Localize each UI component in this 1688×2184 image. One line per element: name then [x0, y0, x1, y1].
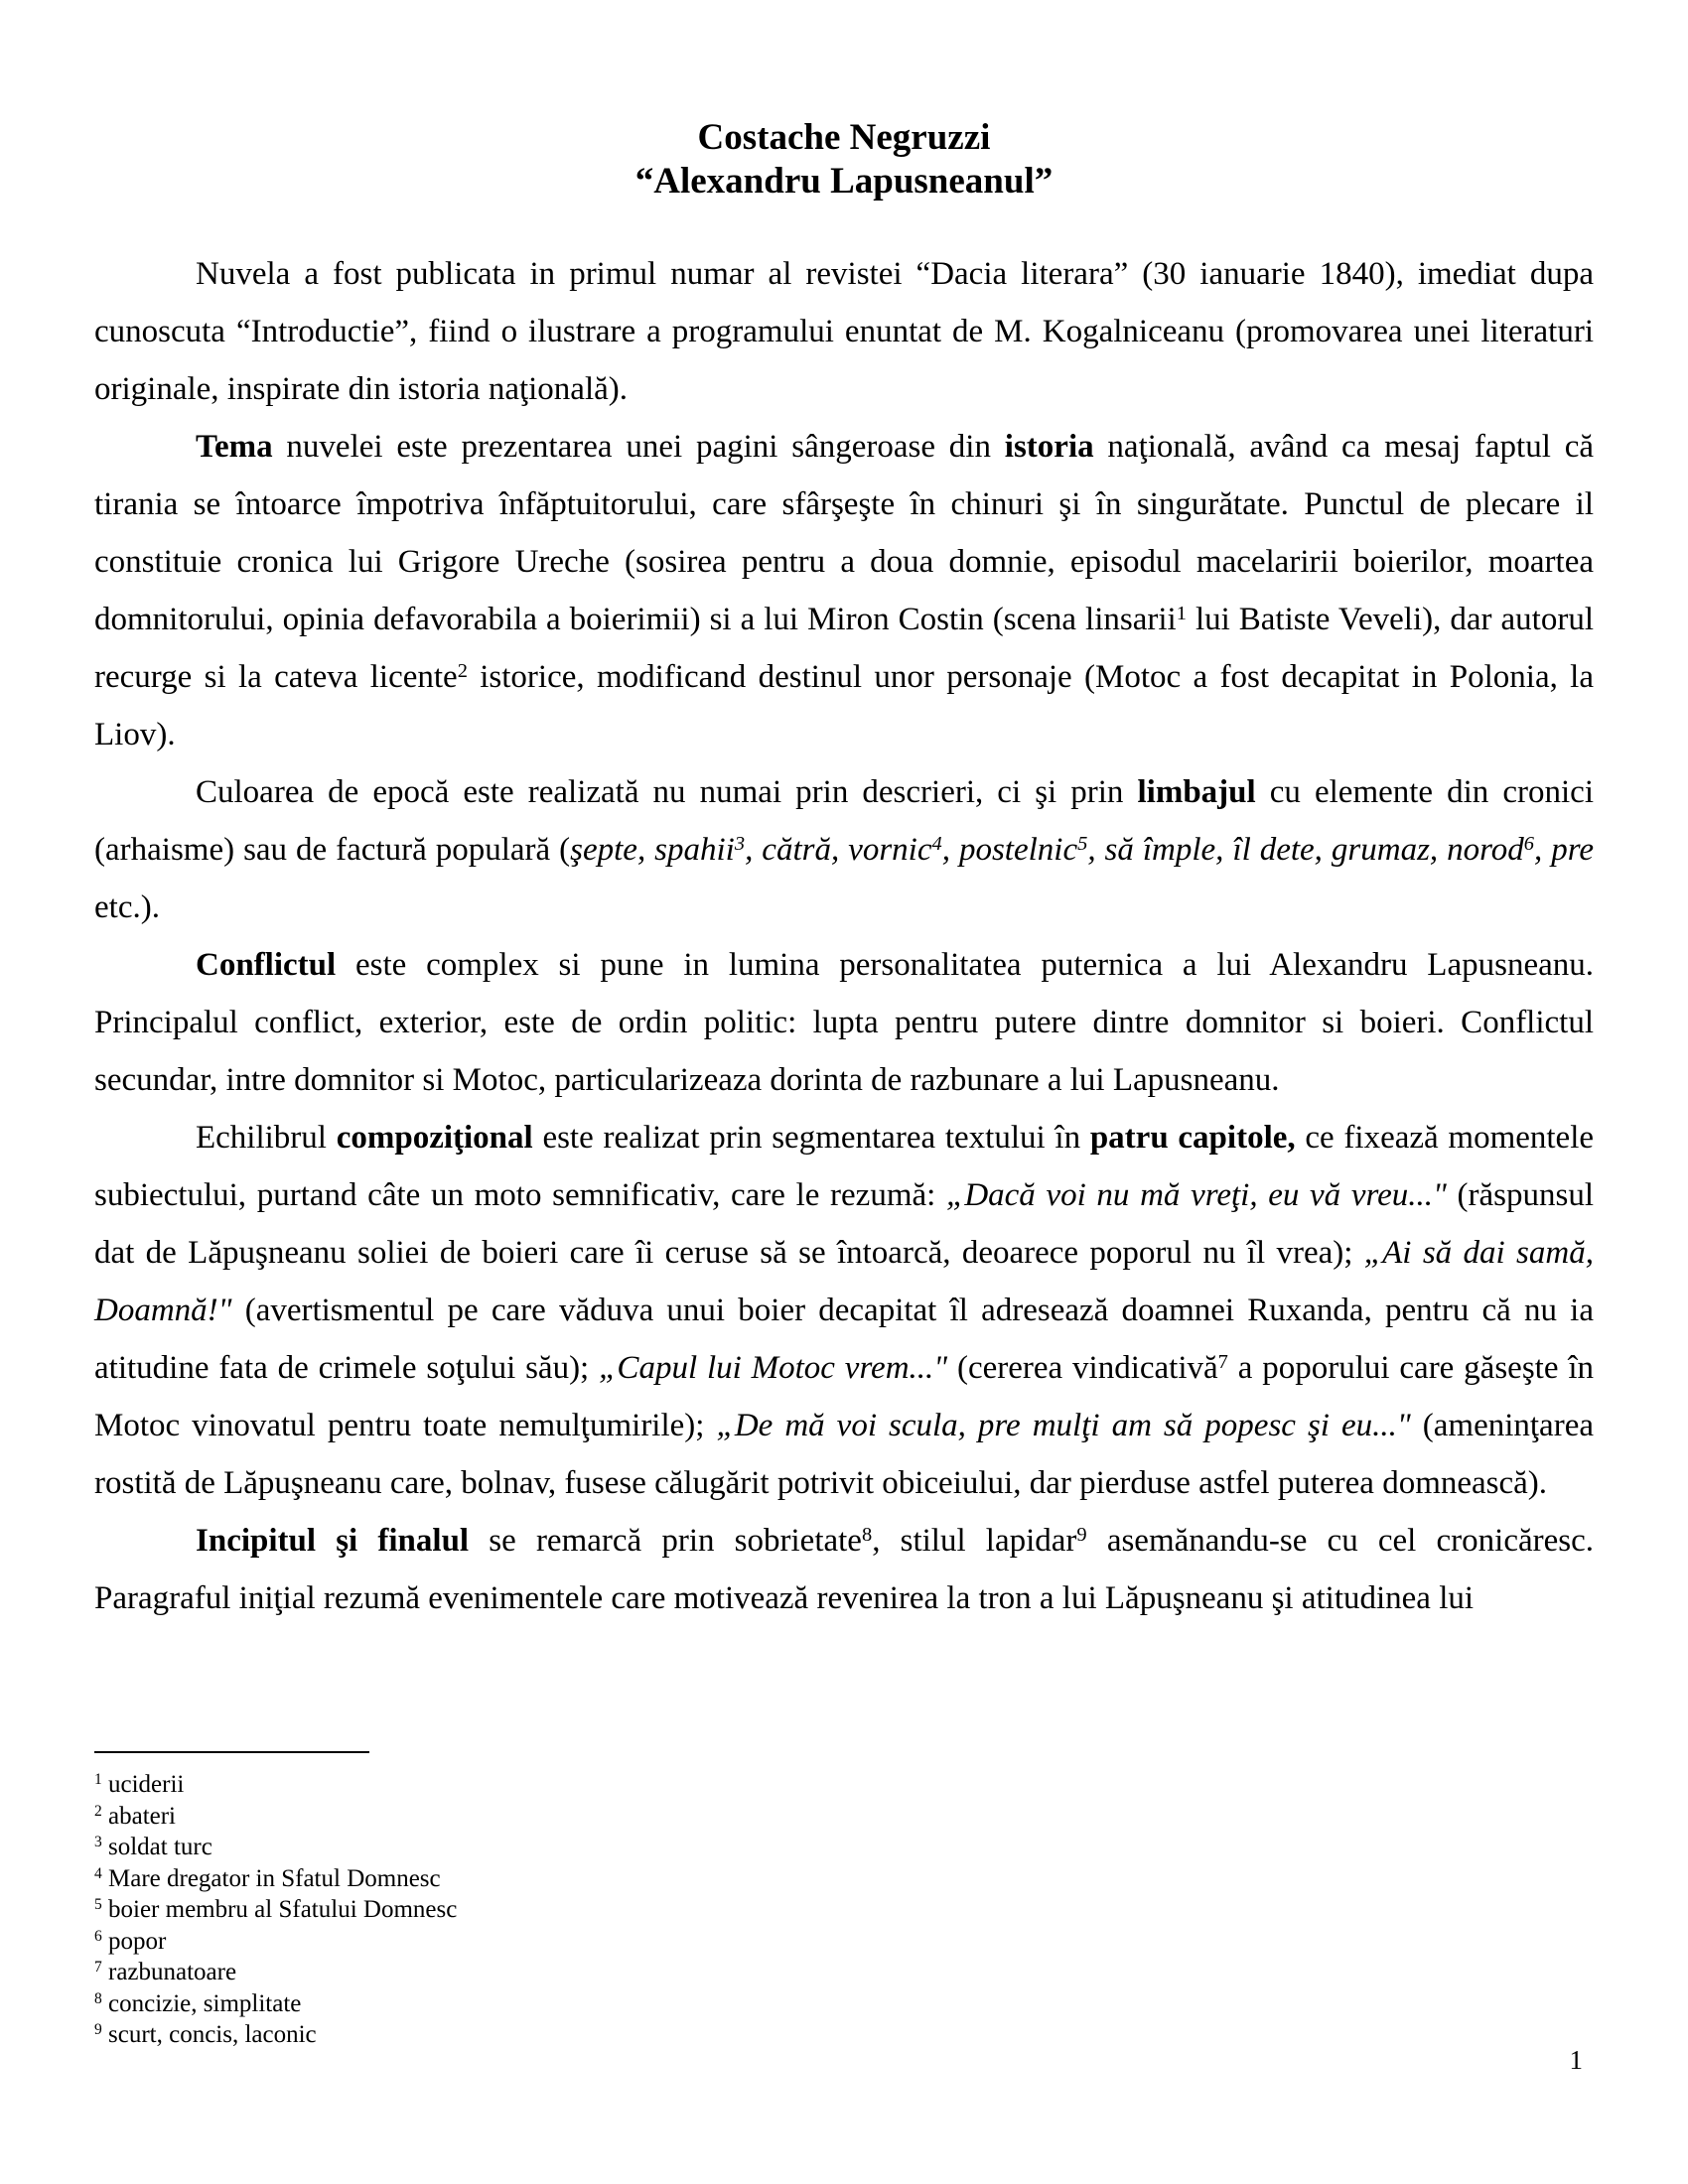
document-title — [0, 116, 1688, 204]
footnote-marker: 1 — [94, 1771, 102, 1789]
text-run: a poporului care găseşte în Motoc vinovatul pentru toate nemulţumirile); — [94, 1350, 1594, 1443]
footnote-marker: 8 — [94, 1989, 102, 2007]
footnote-ref: 9 — [1076, 1523, 1087, 1546]
footnote — [94, 1769, 1594, 1801]
footnote-ref: 5 — [1077, 832, 1088, 855]
title-author: Costache Negruzzi — [697, 117, 991, 158]
footnote-text: concizie, simplitate — [101, 1989, 302, 2017]
text-run: cu elemente din cronici (arhaisme) sau de factură populară ( — [94, 774, 1594, 868]
text-run: asemănandu-se cu cel cronicăresc. Paragraful iniţial rezumă evenimentele care motivează revenirea la tron a lui Lăpuşneanu şi atitudinea lui — [94, 1523, 1594, 1616]
document-body — [94, 245, 1594, 1627]
paragraph — [94, 1109, 1594, 1512]
footnote-text: soldat turc — [101, 1834, 212, 1860]
footnote-ref: 3 — [734, 832, 746, 855]
footnote-marker: 9 — [94, 2021, 102, 2039]
text-run: „De mă voi scula, pre mulţi am să popesc şi eu..." — [716, 1408, 1411, 1443]
footnote-text: Mare dregator in Sfatul Domnesc — [101, 1864, 441, 1892]
title-work: “Alexandru Lapusneanul” — [634, 161, 1054, 202]
footnote — [94, 1926, 1594, 1958]
text-run: , — [1534, 832, 1543, 868]
footnote-ref: 1 — [1176, 602, 1187, 624]
paragraph — [94, 418, 1594, 763]
footnote-text: uciderii — [101, 1771, 185, 1798]
text-run: Echilibrul — [196, 1120, 337, 1156]
paragraph — [94, 936, 1594, 1109]
footnote — [94, 1832, 1594, 1863]
footnote-marker: 7 — [94, 1959, 102, 1977]
text-run: patru capitole, — [1089, 1120, 1296, 1156]
text-run: etc.). — [94, 889, 160, 925]
footnote-marker: 4 — [94, 1864, 102, 1882]
footnote — [94, 1863, 1594, 1895]
footnote-marker: 2 — [94, 1802, 102, 1820]
text-run: şepte, spahii — [570, 832, 735, 868]
text-run — [1542, 832, 1551, 868]
footnote-ref: 6 — [1523, 832, 1534, 855]
footnote-marker: 5 — [94, 1896, 102, 1914]
footnote-text: scurt, concis, laconic — [101, 2021, 317, 2048]
footnote-separator — [94, 1751, 369, 1753]
footnote — [94, 1894, 1594, 1926]
footnote — [94, 1801, 1594, 1833]
paragraph — [94, 763, 1594, 936]
footnote-ref: 4 — [931, 832, 942, 855]
text-run: , să împle, îl dete, grumaz, norod — [1087, 832, 1524, 868]
text-run: , cătră, vornic — [745, 832, 932, 868]
text-run: „Capul lui Motoc vrem..." — [599, 1350, 948, 1386]
text-run: Tema — [196, 429, 273, 465]
text-run: , postelnic — [941, 832, 1078, 868]
text-run: istorice, modificand destinul unor personaje (Motoc a fost decapitat in Polonia, la Liov). — [94, 659, 1594, 752]
footnotes-list — [94, 1769, 1594, 2051]
text-run: lui Batiste Veveli), dar autorul recurge si la cateva licente — [94, 602, 1594, 695]
footnote-text: abateri — [101, 1802, 177, 1830]
text-run: Culoarea de epocă este realizată nu numai prin descrieri, ci şi prin — [196, 774, 1138, 810]
text-run: (avertismentul pe care văduva unui boier decapitat îl adresează doamnei Ruxanda, pentru că nu ia atitudine fata de crimele soţului său); — [94, 1293, 1594, 1386]
footnote-marker: 3 — [94, 1834, 102, 1851]
footnote — [94, 1988, 1594, 2020]
footnote-ref: 8 — [861, 1523, 873, 1546]
text-run: Conflictul — [196, 947, 337, 983]
paragraph — [94, 245, 1594, 418]
text-run: (răspunsul dat de Lăpuşneanu soliei de boieri care îi ceruse să se întoarcă, deoarece poporul nu îl vrea); — [94, 1177, 1594, 1271]
footnote-ref: 7 — [1217, 1350, 1228, 1373]
text-run: este complex si pune in lumina personalitatea puternica a lui Alexandru Lapusneanu. Principalul conflict, exterior, este de ordin politic: lupta pentru putere dintre domnitor si boieri. Conflictul secundar, intre domnitor si Motoc, particularizeaza dorinta de razbunare a lui Lapusneanu. — [94, 947, 1594, 1098]
text-run: nuvelei este prezentarea unei pagini sângeroase din — [272, 429, 1005, 465]
text-run: „Ai să dai samă, Doamnă!" — [94, 1235, 1594, 1328]
footnote-text: popor — [101, 1927, 167, 1955]
footnote — [94, 1957, 1594, 1988]
text-run: se remarcă prin sobrietate — [469, 1523, 862, 1559]
footnote-text: boier membru al Sfatului Domnesc — [101, 1896, 458, 1923]
text-run: istoria — [1004, 429, 1094, 465]
footnote-text: razbunatoare — [101, 1959, 237, 1985]
paragraph — [94, 1512, 1594, 1627]
footnote-ref: 2 — [457, 659, 468, 682]
text-run: „Dacă voi nu mă vreţi, eu vă vreu..." — [945, 1177, 1447, 1213]
page-number: 1 — [1569, 2045, 1583, 2075]
footnote — [94, 2019, 1594, 2051]
text-run: ce fixează momentele subiectului, purtand câte un moto semnificativ, care le rezumă: — [94, 1120, 1595, 1213]
text-run: , stilul lapidar — [872, 1523, 1077, 1559]
text-run: limbajul — [1137, 774, 1256, 810]
footnote-marker: 6 — [94, 1927, 102, 1945]
text-run: Nuvela a fost publicata in primul numar al revistei “Dacia literara” (30 ianuarie 1840), imediat dupa cunoscuta “Introductie”, fiind o ilustrare a programului enuntat de M. Kogalniceanu (promovarea unei literaturi originale, inspirate din istoria naţională). — [94, 256, 1594, 407]
text-run: pre — [1551, 832, 1594, 868]
text-run: (cererea vindicativă — [947, 1350, 1218, 1386]
text-run: Incipitul şi finalul — [196, 1523, 470, 1559]
text-run: naţională, având ca mesaj faptul că tirania se întoarce împotriva înfăptuitorului, care sfârşeşte în chinuri şi în singurătate. Punctul de plecare il constituie cronica lui Grigore Ureche (sosirea pentru a doua domnie, episodul macelaririi boierilor, moartea domnitorului, opinia defavorabila a boierimii) si a lui Miron Costin (scena linsarii — [94, 429, 1594, 637]
text-run: (ameninţarea rostită de Lăpuşneanu care, bolnav, fusese călugărit potrivit obiceiului, dar pierduse astfel puterea domnească). — [94, 1408, 1594, 1501]
text-run: compoziţional — [336, 1120, 533, 1156]
text-run: este realizat prin segmentarea textului în — [532, 1120, 1090, 1156]
